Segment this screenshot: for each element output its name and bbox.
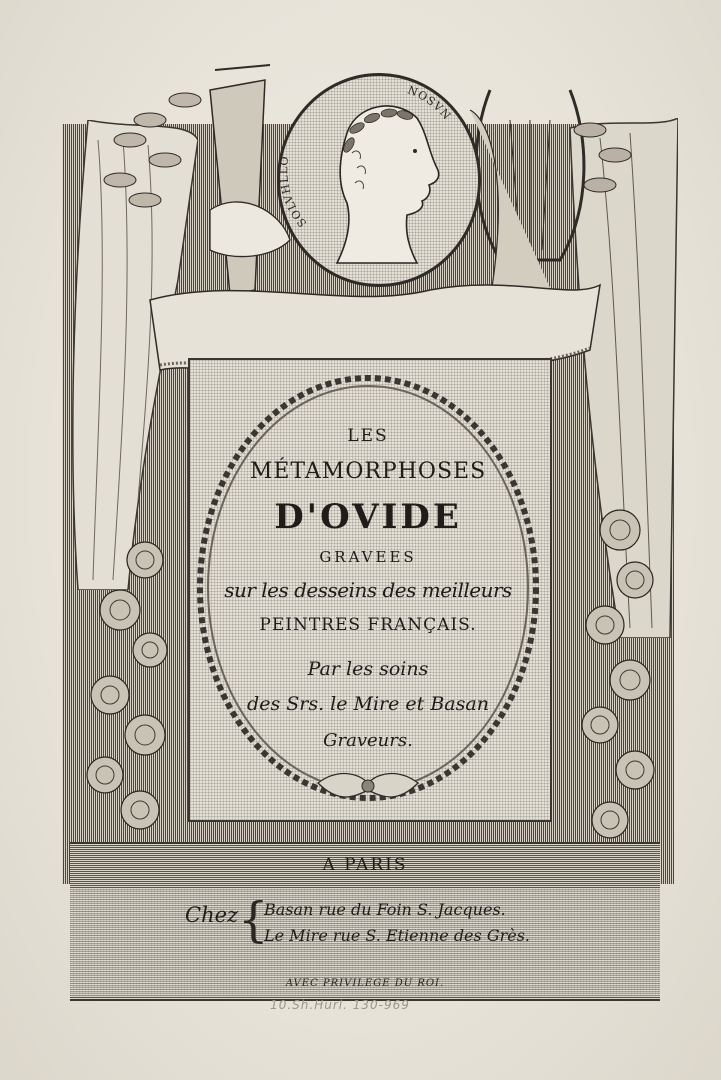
title-line-metamorphoses: MÉTAMORPHOSES xyxy=(249,459,487,484)
rose-garland-left xyxy=(55,520,195,860)
title-line-gravees: GRAVEES xyxy=(319,548,417,566)
imprint-chez: Chez xyxy=(185,903,239,927)
imprint-brace-icon: { xyxy=(238,892,269,948)
medallion-inscription-right: NOSVN xyxy=(405,83,454,123)
title-line-les: LES xyxy=(347,426,389,446)
title-line-ovide: D'OVIDE xyxy=(274,497,462,537)
imprint-address-basan: Basan rue du Foin S. Jacques. xyxy=(264,900,506,919)
rose-garland-right xyxy=(555,500,685,860)
imprint-city: A PARIS xyxy=(322,855,408,875)
title-line-engravers: des Srs. le Mire et Basan xyxy=(247,693,489,715)
ovid-portrait xyxy=(277,73,475,281)
title-line-desseins: sur les desseins des meilleurs xyxy=(224,578,512,602)
title-line-par-les-soins: Par les soins xyxy=(307,658,429,680)
pencil-inventory-note: 10.Sh.Hurl. 130-969 xyxy=(270,998,410,1012)
title-line-peintres: PEINTRES FRANÇAIS. xyxy=(259,615,477,635)
imprint-address-lemire: Le Mire rue S. Etienne des Grès. xyxy=(264,926,531,945)
privilege-line: AVEC PRIVILEGE DU ROI. xyxy=(285,978,445,989)
medallion-inscription-left: SOLVHLLO xyxy=(277,154,310,230)
title-line-graveurs: Graveurs. xyxy=(323,730,413,751)
